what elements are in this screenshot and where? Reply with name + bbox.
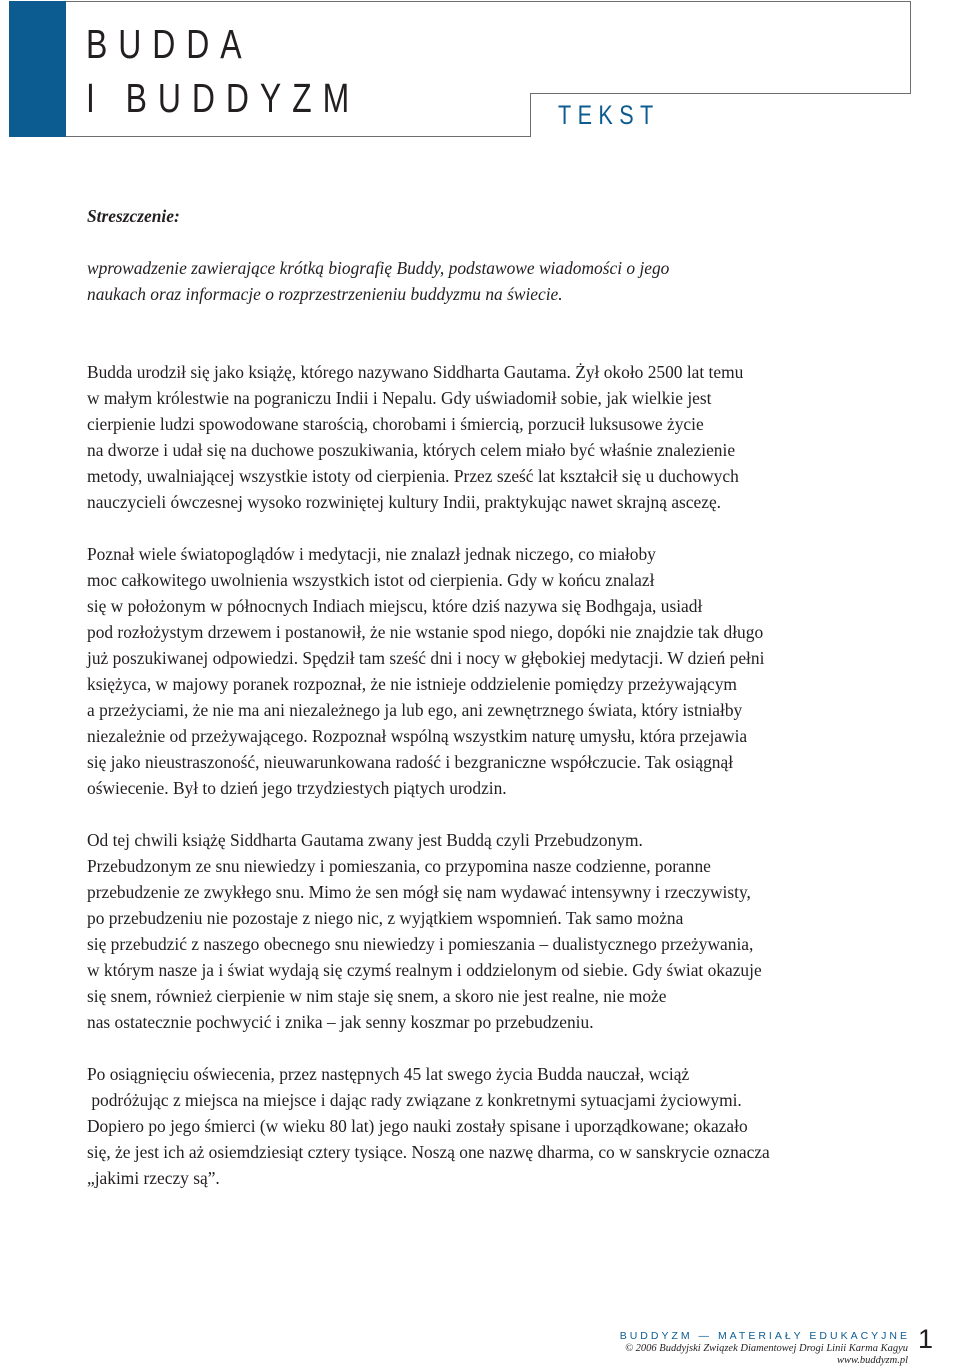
summary-heading: Streszczenie: [87,206,180,226]
title-line-1: BUDDA [86,21,253,67]
text-line: moc całkowitego uwolnienia wszystkich istot od cierpienia. Gdy w końcu znalazł [87,570,655,590]
text-line: się snem, również cierpienie w nim staje się snem, a skoro nie jest realne, nie może [87,986,667,1006]
summary-line: naukach oraz informacje o rozprzestrzenieniu buddyzmu na świecie. [87,284,563,304]
text-line: cierpienie ludzi spowodowane starością, chorobami i śmiercią, porzucił luksusowe życie [87,414,704,434]
text-line: podróżując z miejsca na miejsce i dając rady związane z konkretnymi sytuacjami życiowymi. [87,1090,742,1110]
section-label: TEKST [558,100,660,130]
text-line: się, że jest ich aż osiemdziesiąt cztery tysiące. Noszą one nazwę dharma, co w sanskrycie oznacza [87,1142,770,1162]
paragraph-3 [87,827,907,1035]
text-line: pod rozłożystym drzewem i postanowił, że nie wstanie spod niego, dopóki nie znajdzie tak długo [87,622,764,642]
text-line: po przebudzeniu nie pozostaje z niego nic, z wyjątkiem wspomnień. Tak samo można [87,908,684,928]
title-line-2: I BUDDYZM [86,75,361,121]
text-line: oświecenie. Był to dzień jego trzydziestych piątych urodzin. [87,778,507,798]
text-line: Po osiągnięciu oświecenia, przez następnych 45 lat swego życia Budda nauczał, wciąż [87,1064,690,1084]
text-line: a przeżyciami, że nie ma ani niezależnego ja lub ego, ani zewnętrznego świata, który istniałby [87,700,743,720]
text-line: się w położonym w północnych Indiach miejscu, które dziś nazywa się Bodhgaja, usiadł [87,596,703,616]
text-line: Dopiero po jego śmierci (w wieku 80 lat) jego nauki zostały spisane i uporządkowane; okazało [87,1116,748,1136]
paragraph-2 [87,541,907,801]
paragraph-1 [87,359,907,515]
accent-bar [9,1,66,137]
summary-line: wprowadzenie zawierające krótką biografię Buddy, podstawowe wiadomości o jego [87,258,670,278]
text-line: „jakimi rzeczy są”. [87,1168,220,1188]
page-number: 1 [918,1324,934,1354]
paragraph-4 [87,1061,907,1191]
summary-text [87,255,907,307]
text-line: się jako nieustraszoność, nieuwarunkowana radość i bezgraniczne współczucie. Tak osiągnął [87,752,734,772]
text-line: nas ostatecznie pochwycić i znika – jak senny koszmar po przebudzeniu. [87,1012,594,1032]
footer-copyright: © 2006 Buddyjski Związek Diamentowej Drogi Linii Karma Kagyu [625,1343,908,1354]
text-line: już poszukiwanej odpowiedzi. Spędził tam sześć dni i nocy w głębokiej medytacji. W dzień pełni [87,648,765,668]
document-body [87,203,907,1191]
text-line: niezależnie od przeżywającego. Rozpoznał wspólną wszystkim naturę umysłu, która przejawia [87,726,748,746]
text-line: w którym nasze ja i świat wydają się czymś realnym i oddzielonym od siebie. Gdy świat okazuje [87,960,762,980]
text-line: Od tej chwili książę Siddharta Gautama zwany jest Buddą czyli Przebudzonym. [87,830,643,850]
text-line: przebudzenie ze zwykłego snu. Mimo że sen mógł się nam wydawać intensywny i rzeczywisty, [87,882,751,902]
text-line: metody, uwalniającej wszystkie istoty od cierpienia. Przez sześć lat kształcił się u duchowych [87,466,739,486]
footer-series-title: BUDDYZM — MATERIAŁY EDUKACYJNE [619,1330,910,1342]
text-line: się przebudzić z naszego obecnego snu niewiedzy i pomieszania – dualistycznego przeżywania, [87,934,754,954]
text-line: Przebudzonym ze snu niewiedzy i pomieszania, co przypomina nasze codzienne, poranne [87,856,711,876]
text-line: nauczycieli ówczesnej wysoko rozwiniętej kultury Indii, praktykując nawet skrajną ascezę. [87,492,722,512]
text-line: Budda urodził się jako książę, którego nazywano Siddharta Gautama. Żył około 2500 lat temu [87,362,744,382]
text-line: księżyca, w majowy poranek rozpoznał, że nie istnieje oddzielenie pomiędzy przeżywającym [87,674,737,694]
text-line: w małym królestwie na pograniczu Indii i Nepalu. Gdy uświadomił sobie, jak wielkie jest [87,388,712,408]
footer-url: www.buddyzm.pl [837,1355,908,1366]
text-line: Poznał wiele światopoglądów i medytacji, nie znalazł jednak niczego, co miałoby [87,544,656,564]
text-line: na dworze i udał się na duchowe poszukiwania, których celem miało być właśnie znalezienie [87,440,736,460]
